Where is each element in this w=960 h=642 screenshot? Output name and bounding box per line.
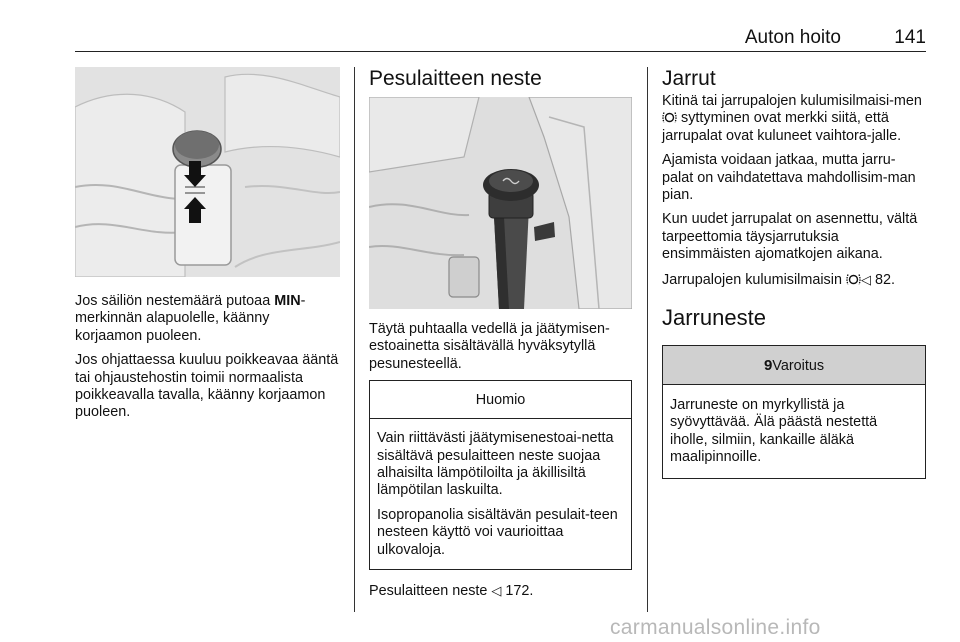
warning-triangle-icon: 9 [763,357,773,375]
column-divider [354,67,355,612]
section-heading-brake-fluid: Jarruneste [662,305,766,331]
watermark: carmanualsonline.info [610,616,821,639]
warning-heading: 9Varoitus [663,346,925,385]
column-3 [662,67,926,479]
ref-arrow-icon: ◁ [860,271,871,287]
warning-box [662,345,926,479]
section-heading-brakes: Jarrut [662,67,716,90]
ref-arrow-icon: ◁ [491,583,502,599]
note-paragraph-2: Isopropanolia sisältävän pesulait-teen nesteen käyttö voi vaurioittaa ulkovaloja. [377,506,618,558]
brake-wear-icon [662,111,677,124]
page-number: 141 [894,27,926,48]
note-paragraph-1: Vain riittävästi jäätymisenestoai-netta sisältävä pesulaitteen neste suojaa alhaisilta lämpötiloilta ja äkillisiltä lämpötilan laskuilta. [377,430,614,499]
paragraph-abnormal-noise: Jos ohjattaessa kuuluu poikkeavaa ääntä tai ohjaustehostin toimii normaalista poikkeavalla tavalla, käänny korjaamon puoleen. [75,352,339,421]
cross-reference-washer: Pesulaitteen neste ◁ 172. [369,583,534,600]
paragraph-min-level: Jos säiliön nestemäärä putoaa MIN-merkinnän alapuolelle, käänny korjaamon puoleen. [75,293,306,344]
note-heading: Huomio [370,381,631,419]
warning-text: Jarruneste on myrkyllistä ja syövyttävää. Älä päästä nestettä iholle, silmiin, kankaille äläkä maalipinnoille. [670,397,878,466]
brake-wear-icon [846,273,861,286]
column-1 [75,67,340,429]
column-2 [369,67,632,607]
section-heading-washer-fluid: Pesulaitteen neste [369,67,542,90]
page-header [75,26,926,52]
paragraph-new-pads: Kun uudet jarrupalat on asennettu, vältä tarpeettomia täysjarrutuksia ensimmäisten ajomatkojen aikana. [662,211,918,263]
washer-fluid-reservoir-illustration [369,97,632,309]
paragraph-continue-driving: Ajamista voidaan jatkaa, mutta jarru-palat on vaihdatettava mahdollisim-man pian. [662,152,916,204]
section-title: Auton hoito [744,27,841,48]
note-box [369,380,632,570]
paragraph-fill-instruction: Täytä puhtaalla vedellä ja jäätymisen-estoainetta sisältävällä hyväksytyllä pesunesteellä. [369,321,610,372]
column-divider [647,67,648,612]
paragraph-brake-wear: Kitinä tai jarrupalojen kulumisilmaisi-men syttyminen ovat merkki siitä, että jarrupalat ovat kuluneet vaihtora-jalle. [662,93,922,144]
cross-reference-brake-indicator: Jarrupalojen kulumisilmaisin ◁ 82. [662,271,895,288]
power-steering-reservoir-illustration [75,67,340,277]
